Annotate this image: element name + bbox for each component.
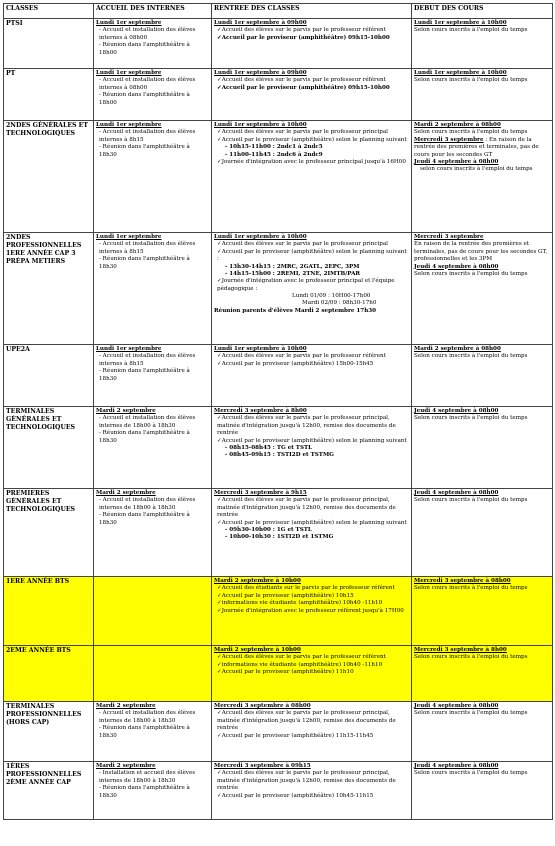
accueil-cell: Lundi 1er septembre - Accueil et installation des élèves internes à 08h00 - Réunion dans l'amphithéâtre à 18h00 bbox=[94, 19, 212, 69]
rentree-cell: Mercredi 3 septembre à 9h15 ✓ Accueil des élèves sur le parvis par le professeur principal, matinée d'intégration jusqu'à 12h00, remise des documents de rentrée ✓ Accueil par le proviseur (amphithéâtre) selon le planning suivant - 09h30-10h00 : 1G et TSTL - 10h00-10h30 : 1STI2D et 1STMG bbox=[212, 489, 412, 577]
rentree-cell: Mardi 2 septembre à 10h00 ✓ Accueil des étudiants sur le parvis par le professeur référent ✓ Accueil par le proviseur (amphithéâtre) 10h15 ✓ informations vie étudiante (amphithéâtre) 10h40 -11h10 ✓ Journée d'intégration avec le professeur référent jusqu'à 17H00 bbox=[212, 577, 412, 646]
table-row bbox=[4, 646, 553, 702]
accueil-cell: Lundi 1er septembre - Accueil et installation des élèves internes à 08h00 - Réunion dans l'amphithéâtre à 18h00 bbox=[94, 69, 212, 121]
table-row bbox=[4, 121, 553, 233]
class-name: 1ÈRES PROFESSIONNELLES 2ÈME ANNÉE CAP bbox=[4, 762, 94, 820]
rentree-cell: Lundi 1er septembre à 09h00 ✓ Accueil des élèves sur le parvis par le professeur référent ✓ Accueil par le proviseur (amphithéâtre) 09h15-10h00 bbox=[212, 69, 412, 121]
accueil-cell: Lundi 1er septembre - Accueil et installation des élèves internes à 8h15 - Réunion dans l'amphithéâtre à 18h30 bbox=[94, 345, 212, 407]
class-name: 1ERE ANNÉE BTS bbox=[4, 577, 94, 646]
table-row bbox=[4, 69, 553, 121]
rentree-cell: Lundi 1er septembre à 10h00 ✓ Accueil des élèves sur le parvis par le professeur principal ✓ Accueil par le proviseur (amphithéâtre) selon le planning suivant : - 13h30-14h15 : 2MRC, 2GATL, 2EPC, 3PM - 14h15-15h00 : 2REMI, 2TNE, 2IMTB/PAR ✓ Journée d'intégration avec le professeur principal et l'équipe pédagogique : Lundi 01/09 : 10H00-17h00 Mardi 02/09 : 08h30-17h0 Réunion parents d'élèves Mardi 2 septembre 17h30 bbox=[212, 233, 412, 345]
accueil-cell: Lundi 1er septembre - Accueil et installation des élèves internes à 8h15 - Réunion dans l'amphithéâtre à 18h30 bbox=[94, 121, 212, 233]
debut-cell: Mercredi 3 septembre à 8h00 Selon cours inscrits à l'emploi du temps bbox=[412, 646, 553, 702]
debut-cell: Jeudi 4 septembre à 08h00 Selon cours inscrits à l'emploi du temps bbox=[412, 762, 553, 820]
debut-cell: Mercredi 3 septembre à 08h00 Selon cours inscrits à l'emploi du temps bbox=[412, 577, 553, 646]
accueil-cell bbox=[94, 577, 212, 646]
class-name: TERMINALES PROFESSIONNELLES (HORS CAP) bbox=[4, 702, 94, 762]
debut-cell: Mardi 2 septembre à 08h00 Selon cours inscrits à l'emploi du temps bbox=[412, 345, 553, 407]
header-row bbox=[4, 4, 553, 19]
table-row bbox=[4, 233, 553, 345]
table-row bbox=[4, 577, 553, 646]
table-row bbox=[4, 489, 553, 577]
debut-cell: Lundi 1er septembre à 10h00 Selon cours inscrits à l'emploi du temps bbox=[412, 19, 553, 69]
table-row bbox=[4, 702, 553, 762]
rentree-cell: Mercredi 3 septembre à 8h00 ✓ Accueil des élèves sur le parvis par le professeur principal, matinée d'intégration jusqu'à 12h00, remise des documents de rentrée ✓ Accueil par le proviseur (amphithéâtre) selon le planning suivant - 08h15-08h45 : TG et TSTL - 08h45-09h15 : TSTI2D et TSTMG bbox=[212, 407, 412, 489]
debut-cell: Mardi 2 septembre à 08h00 Selon cours inscrits à l'emploi du temps Mercredi 3 septembre : En raison de la rentrée des premières et terminales, pas de cours pour les secondes GT Jeudi 4 septembre à 08h00 selon cours inscrits à l'emploi du temps bbox=[412, 121, 553, 233]
debut-cell: Jeudi 4 septembre à 08h00 Selon cours inscrits à l'emploi du temps bbox=[412, 702, 553, 762]
accueil-cell: Mardi 2 septembre - Installation et accueil des élèves internes de 18h00 à 18h30 - Réunion dans l'amphithéâtre à 18h30 bbox=[94, 762, 212, 820]
debut-cell: Mercredi 3 septembre En raison de la rentrée des premières et terminales, pas de cours pour les secondes GT, professionnelles et les 3PM Jeudi 4 septembre à 08h00 Selon cours inscrits à l'emploi du temps bbox=[412, 233, 553, 345]
debut-cell: Lundi 1er septembre à 10h00 Selon cours inscrits à l'emploi du temps bbox=[412, 69, 553, 121]
accueil-cell: Mardi 2 septembre - Accueil et installation des élèves internes de 18h00 à 18h30 - Réunion dans l'amphithéâtre à 18h30 bbox=[94, 407, 212, 489]
accueil-cell: Mardi 2 septembre - Accueil et installation des élèves internes de 18h00 à 18h30 - Réunion dans l'amphithéâtre à 18h30 bbox=[94, 489, 212, 577]
rentree-cell: Mercredi 3 septembre à 09h15 ✓ Accueil des élèves sur le parvis par le professeur principal, matinée d'intégration jusqu'à 12h00, remise des documents de rentrée ✓ Accueil par le proviseur (amphithéâtre) 10h45-11h15 bbox=[212, 762, 412, 820]
accueil-cell: Lundi 1er septembre - Accueil et installation des élèves internes à 8h15 - Réunion dans l'amphithéâtre à 18h30 bbox=[94, 233, 212, 345]
class-name: 2NDES GÉNÉRALES ET TECHNOLOGIQUES bbox=[4, 121, 94, 233]
class-name: 2NDES PROFESSIONNELLES 1ERE ANNÉE CAP 3 PRÉPA METIERS bbox=[4, 233, 94, 345]
class-name: PTSI bbox=[4, 19, 94, 69]
class-name: UPE2A bbox=[4, 345, 94, 407]
rentree-cell: Lundi 1er septembre à 09h00 ✓ Accueil des élèves sur le parvis par le professeur référent ✓ Accueil par le proviseur (amphithéâtre) 09h15-10h00 bbox=[212, 19, 412, 69]
class-name: 2EME ANNÉE BTS bbox=[4, 646, 94, 702]
rentree-schedule-table bbox=[3, 3, 553, 820]
accueil-cell: Mardi 2 septembre - Accueil et installation des élèves internes de 18h00 à 18h30 - Réunion dans l'amphithéâtre à 18h30 bbox=[94, 702, 212, 762]
debut-cell: Jeudi 4 septembre à 08h00 Selon cours inscrits à l'emploi du temps bbox=[412, 489, 553, 577]
table-row bbox=[4, 762, 553, 820]
rentree-cell: Mardi 2 septembre à 10h00 ✓ Accueil des élèves sur le parvis par le professeur référent ✓ informations vie étudiante (amphithéâtre) 10h40 -11h10 ✓ Accueil par le proviseur (amphithéâtre) 11h10 bbox=[212, 646, 412, 702]
rentree-cell: Lundi 1er septembre à 10h00 ✓ Accueil des élèves sur le parvis par le professeur référent ✓ Accueil par le proviseur (amphithéâtre) 15h00-15h45 bbox=[212, 345, 412, 407]
class-name: PT bbox=[4, 69, 94, 121]
accueil-cell bbox=[94, 646, 212, 702]
rentree-cell: Lundi 1er septembre à 10h00 ✓ Accueil des élèves sur le parvis par le professeur principal ✓ Accueil par le proviseur (amphithéâtre) selon le planning suivant - 10h15-11h00 : 2ndc1 à 2ndc5 - 11h00-11h45 : 2ndc6 à 2ndc9 ✓ Journée d'intégration avec le professeur principal jusqu'à 16H00 bbox=[212, 121, 412, 233]
header-debut: DEBUT DES COURS bbox=[412, 4, 553, 19]
table-row bbox=[4, 345, 553, 407]
class-name: TERMINALES GÉNÉRALES ET TECHNOLOGIQUES bbox=[4, 407, 94, 489]
header-rentree: RENTREE DES CLASSES bbox=[212, 4, 412, 19]
header-accueil: ACCUEIL DES INTERNES bbox=[94, 4, 212, 19]
class-name: PREMIERES GÉNÉRALES ET TECHNOLOGIQUES bbox=[4, 489, 94, 577]
table-row bbox=[4, 19, 553, 69]
rentree-cell: Mercredi 3 septembre à 08h00 ✓ Accueil des élèves sur le parvis par le professeur principal, matinée d'intégration jusqu'à 12h00, remise des documents de rentrée ✓ Accueil par le proviseur (amphithéâtre) 11h15-11h45 bbox=[212, 702, 412, 762]
table-row bbox=[4, 407, 553, 489]
header-classes: CLASSES bbox=[4, 4, 94, 19]
debut-cell: Jeudi 4 septembre à 08h00 Selon cours inscrits à l'emploi du temps bbox=[412, 407, 553, 489]
